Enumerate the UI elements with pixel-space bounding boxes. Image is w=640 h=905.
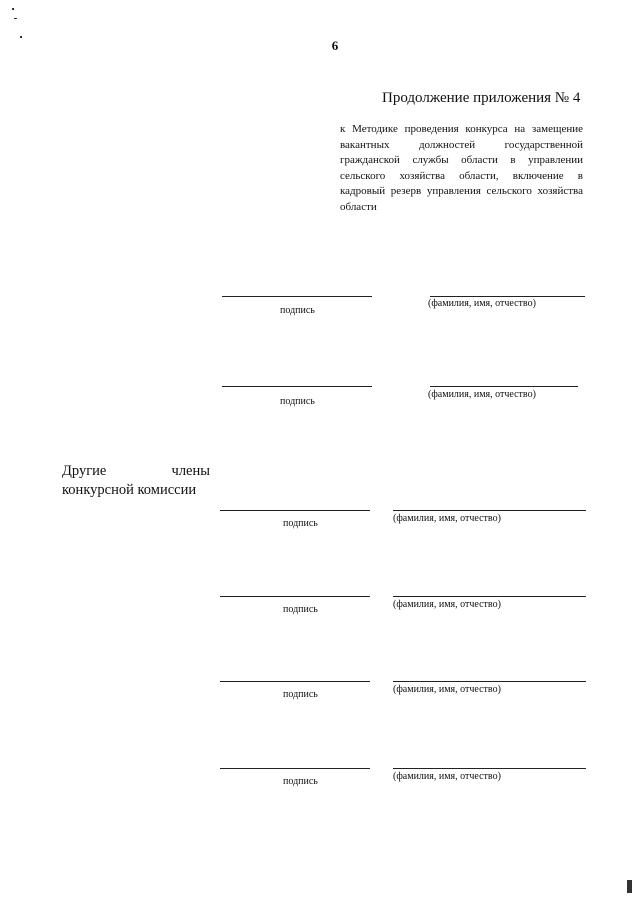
- scan-speck: [14, 18, 17, 19]
- appendix-title: Продолжение приложения № 4: [382, 90, 581, 106]
- signature-caption: подпись: [283, 518, 318, 529]
- name-caption: (фамилия, имя, отчество): [428, 298, 536, 309]
- signature-caption: подпись: [280, 305, 315, 316]
- signature-line: [220, 681, 370, 682]
- name-line: [393, 510, 586, 511]
- name-line: [393, 596, 586, 597]
- scan-speck: [627, 880, 632, 893]
- scan-speck: [12, 8, 14, 10]
- other-members-heading-line2: конкурсной комиссии: [62, 482, 197, 498]
- signature-line: [220, 768, 370, 769]
- signature-caption: подпись: [283, 776, 318, 787]
- name-caption: (фамилия, имя, отчество): [393, 513, 501, 524]
- appendix-reference: к Методике проведения конкурса на замещение вакантных должностей государственной гражданской службы области в управлении сельского хозяйства области, включение в кадровый резерв управления сельского хозяйства области: [340, 123, 583, 213]
- signature-caption: подпись: [280, 396, 315, 407]
- name-line: [430, 386, 578, 387]
- heading-word: члены: [171, 463, 210, 479]
- name-line: [393, 681, 586, 682]
- heading-word: Другие: [62, 463, 107, 479]
- name-line: [430, 296, 585, 297]
- name-caption: (фамилия, имя, отчество): [393, 684, 501, 695]
- signature-line: [220, 510, 370, 511]
- signature-line: [222, 296, 372, 297]
- page-number: 6: [331, 38, 339, 53]
- other-members-heading-line1: [62, 462, 210, 481]
- signature-line: [222, 386, 372, 387]
- name-caption: (фамилия, имя, отчество): [393, 599, 501, 610]
- signature-caption: подпись: [283, 604, 318, 615]
- signature-line: [220, 596, 370, 597]
- name-caption: (фамилия, имя, отчество): [428, 389, 536, 400]
- name-line: [393, 768, 586, 769]
- signature-caption: подпись: [283, 689, 318, 700]
- other-members-heading: [62, 462, 210, 500]
- name-caption: (фамилия, имя, отчество): [393, 771, 501, 782]
